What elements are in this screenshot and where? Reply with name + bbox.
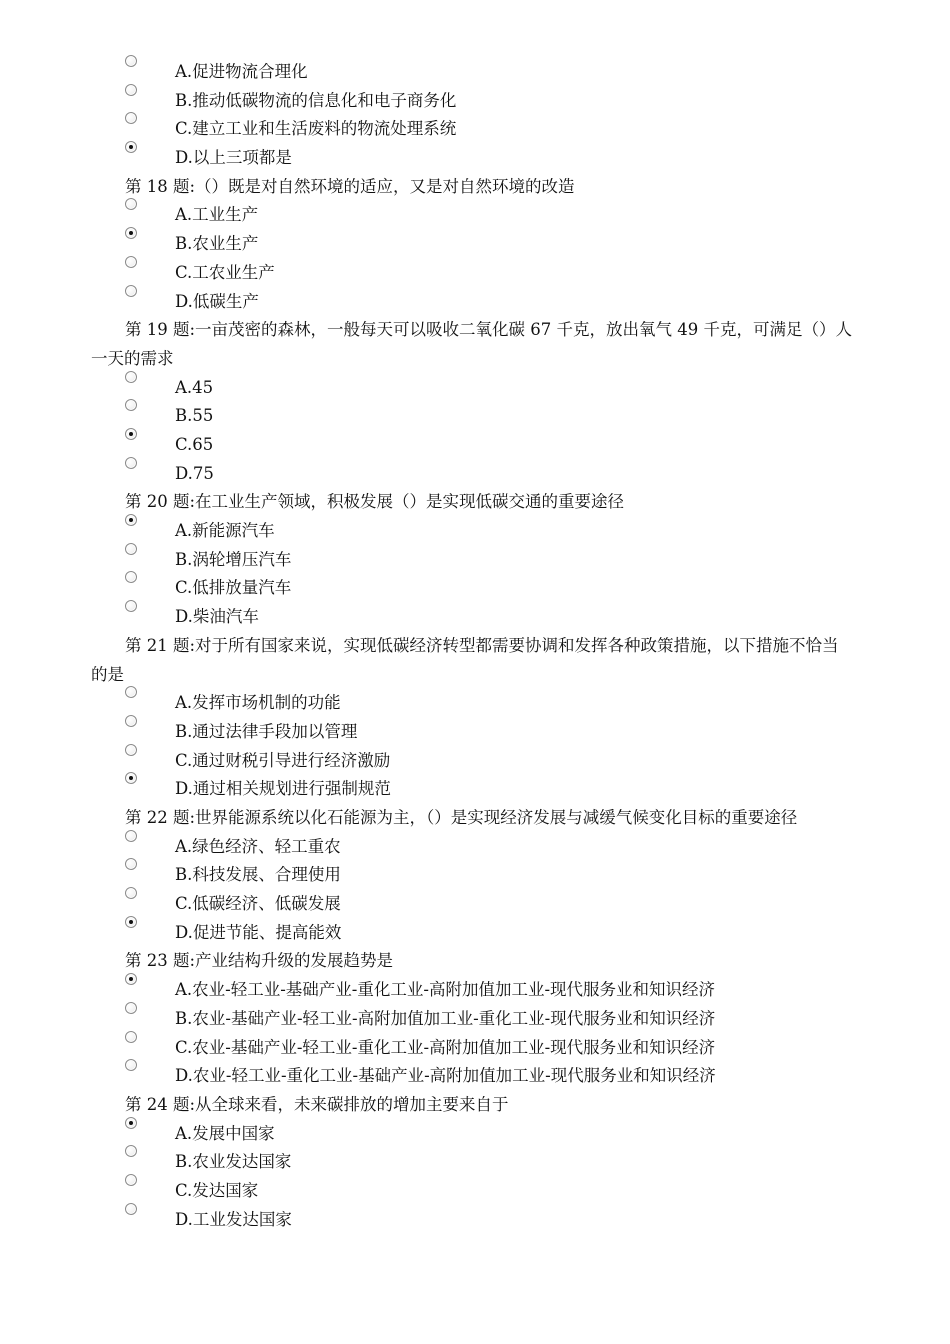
option-label: C.工农业生产 <box>175 262 275 282</box>
radio-checked-icon[interactable] <box>125 227 137 239</box>
question-text: 第 24 题:从全球来看，未来碳排放的增加主要来自于 <box>125 1094 509 1114</box>
answer-option[interactable] <box>0 861 950 890</box>
radio-unchecked-icon[interactable] <box>125 112 137 124</box>
answer-option[interactable] <box>0 201 950 230</box>
question-text: 第 21 题:对于所有国家来说，实现低碳经济转型都需要协调和发挥各种政策措施，以下措施不恰当的是 <box>91 635 839 684</box>
option-label: D.以上三项都是 <box>175 148 292 168</box>
radio-unchecked-icon[interactable] <box>125 887 137 899</box>
radio-unchecked-icon[interactable] <box>125 600 137 612</box>
question-text: 第 20 题:在工业生产领域，积极发展（）是实现低碳交通的重要途径 <box>125 492 625 512</box>
answer-option[interactable] <box>0 919 950 948</box>
radio-unchecked-icon[interactable] <box>125 830 137 842</box>
radio-unchecked-icon[interactable] <box>125 686 137 698</box>
option-label: C.建立工业和生活废料的物流处理系统 <box>175 119 457 139</box>
option-label: B.推动低碳物流的信息化和电子商务化 <box>175 90 457 110</box>
radio-unchecked-icon[interactable] <box>125 715 137 727</box>
answer-option[interactable] <box>0 1148 950 1177</box>
option-label: D.通过相关规划进行强制规范 <box>175 779 391 799</box>
option-label: A.促进物流合理化 <box>175 62 308 81</box>
radio-unchecked-icon[interactable] <box>125 858 137 870</box>
option-label: C.低碳经济、低碳发展 <box>175 894 341 914</box>
option-label: D.工业发达国家 <box>175 1209 292 1229</box>
radio-unchecked-icon[interactable] <box>125 399 137 411</box>
option-label: C.农业-基础产业-轻工业-重化工业-高附加值加工业-现代服务业和知识经济 <box>175 1037 716 1057</box>
radio-unchecked-icon[interactable] <box>125 571 137 583</box>
radio-unchecked-icon[interactable] <box>125 285 137 297</box>
option-label: D.农业-轻工业-重化工业-基础产业-高附加值加工业-现代服务业和知识经济 <box>175 1066 716 1086</box>
option-label: A.发展中国家 <box>175 1123 275 1143</box>
option-label: C.通过财税引导进行经济激励 <box>175 750 391 770</box>
answer-option[interactable] <box>0 115 950 144</box>
radio-checked-icon[interactable] <box>125 916 137 928</box>
answer-option[interactable] <box>0 1120 950 1149</box>
option-label: A.农业-轻工业-基础产业-重化工业-高附加值加工业-现代服务业和知识经济 <box>175 980 716 1000</box>
answer-option[interactable] <box>0 144 950 173</box>
option-label: C.65 <box>175 434 214 454</box>
answer-option[interactable] <box>0 1177 950 1206</box>
question-text: 第 19 题:一亩茂密的森林，一般每天可以吸收二氧化碳 67 千克，放出氧气 49 千克，可满足（）人一天的需求 <box>91 320 853 368</box>
option-label: B.科技发展、合理使用 <box>175 865 341 885</box>
answer-option[interactable] <box>0 374 950 403</box>
option-label: B.55 <box>175 406 214 426</box>
answer-option[interactable] <box>0 87 950 116</box>
option-label: D.75 <box>175 463 214 483</box>
answer-option[interactable] <box>0 58 950 87</box>
option-label: D.低碳生产 <box>175 291 259 311</box>
answer-option[interactable] <box>0 976 950 1005</box>
answer-option[interactable] <box>0 747 950 776</box>
option-label: D.促进节能、提高能效 <box>175 922 342 942</box>
radio-checked-icon[interactable] <box>125 772 137 784</box>
answer-option[interactable] <box>0 775 950 804</box>
answer-option[interactable] <box>0 431 950 460</box>
radio-checked-icon[interactable] <box>125 973 137 985</box>
question-text: 第 18 题:（）既是对自然环境的适应，又是对自然环境的改造 <box>125 176 575 196</box>
radio-unchecked-icon[interactable] <box>125 198 137 210</box>
radio-unchecked-icon[interactable] <box>125 256 137 268</box>
option-label: A.发挥市场机制的功能 <box>175 693 341 713</box>
question-text: 第 23 题:产业结构升级的发展趋势是 <box>125 951 394 971</box>
answer-option[interactable] <box>0 603 950 632</box>
option-label: A.工业生产 <box>175 205 259 225</box>
question-text: 第 22 题:世界能源系统以化石能源为主，（）是实现经济发展与减缓气候变化目标的重要途径 <box>125 807 798 827</box>
radio-unchecked-icon[interactable] <box>125 1059 137 1071</box>
answer-option[interactable] <box>0 1005 950 1034</box>
answer-option[interactable] <box>0 1206 950 1235</box>
option-label: B.涡轮增压汽车 <box>175 549 292 569</box>
option-label: B.通过法律手段加以管理 <box>175 721 358 741</box>
radio-checked-icon[interactable] <box>125 428 137 440</box>
radio-unchecked-icon[interactable] <box>125 744 137 756</box>
answer-option[interactable] <box>0 288 950 317</box>
option-label: B.农业-基础产业-轻工业-高附加值加工业-重化工业-现代服务业和知识经济 <box>175 1008 716 1028</box>
answer-option[interactable] <box>0 1062 950 1091</box>
answer-option[interactable] <box>0 402 950 431</box>
option-label: B.农业生产 <box>175 234 259 254</box>
answer-option[interactable] <box>0 230 950 259</box>
radio-unchecked-icon[interactable] <box>125 84 137 96</box>
radio-unchecked-icon[interactable] <box>125 1002 137 1014</box>
radio-unchecked-icon[interactable] <box>125 1203 137 1215</box>
answer-option[interactable] <box>0 890 950 919</box>
radio-checked-icon[interactable] <box>125 1117 137 1129</box>
answer-option[interactable] <box>0 574 950 603</box>
option-label: B.农业发达国家 <box>175 1152 292 1172</box>
option-label: A.45 <box>175 377 214 397</box>
radio-unchecked-icon[interactable] <box>125 457 137 469</box>
answer-option[interactable] <box>0 833 950 862</box>
radio-unchecked-icon[interactable] <box>125 1145 137 1157</box>
radio-unchecked-icon[interactable] <box>125 543 137 555</box>
question-document <box>0 58 950 1234</box>
answer-option[interactable] <box>0 1034 950 1063</box>
radio-unchecked-icon[interactable] <box>125 1174 137 1186</box>
answer-option[interactable] <box>0 259 950 288</box>
option-label: C.低排放量汽车 <box>175 578 292 598</box>
radio-unchecked-icon[interactable] <box>125 55 137 67</box>
answer-option[interactable] <box>0 460 950 489</box>
radio-unchecked-icon[interactable] <box>125 1031 137 1043</box>
radio-checked-icon[interactable] <box>125 141 137 153</box>
option-label: D.柴油汽车 <box>175 607 259 627</box>
answer-option[interactable] <box>0 718 950 747</box>
answer-option[interactable] <box>0 517 950 546</box>
radio-checked-icon[interactable] <box>125 514 137 526</box>
option-label: A.绿色经济、轻工重农 <box>175 836 341 856</box>
option-label: A.新能源汽车 <box>175 521 275 541</box>
option-label: C.发达国家 <box>175 1180 259 1200</box>
radio-unchecked-icon[interactable] <box>125 371 137 383</box>
answer-option[interactable] <box>0 546 950 575</box>
answer-option[interactable] <box>0 689 950 718</box>
